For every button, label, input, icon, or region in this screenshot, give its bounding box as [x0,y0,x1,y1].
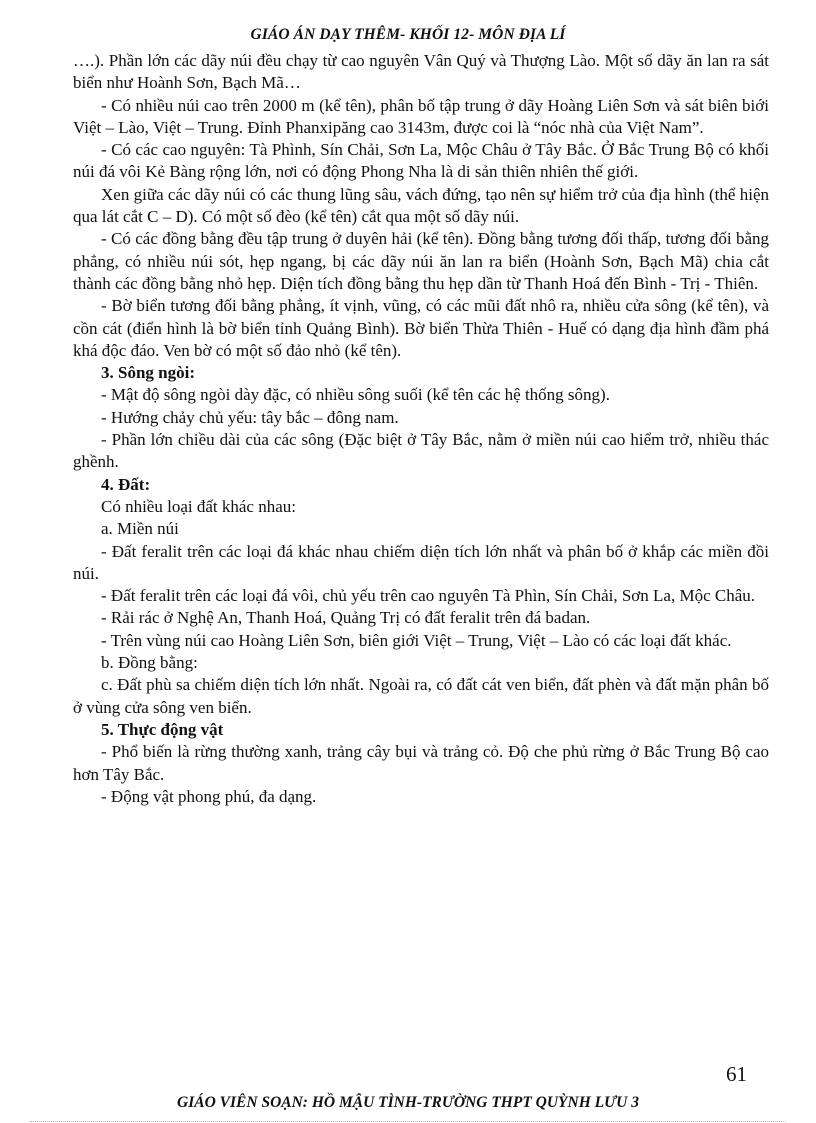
subheading: a. Miền núi [101,519,179,539]
section-heading-rivers: 3. Sông ngòi: [101,363,195,383]
bullet-item: - Mật độ sông ngòi dày đặc, có nhiều sông suối (kể tên các hệ thống sông). [101,385,610,405]
page-number: 61 [726,1062,747,1086]
bullet-item: - Có các cao nguyên: Tà Phình, Sín Chải, Sơn La, Mộc Châu ở Tây Bắc. Ở Bắc Trung Bộ có khối núi đá vôi Kẻ Bàng rộng lớn, nơi có động Phong Nha là di sản thiên nhiên thế giới. [73,140,769,182]
page-footer: GIÁO VIÊN SOẠN: HỒ MẬU TÌNH-TRƯỜNG THPT QUỲNH LƯU 3 [177,1094,639,1111]
bullet-item: - Trên vùng núi cao Hoàng Liên Sơn, biên giới Việt – Trung, Việt – Lào có các loại đất khác. [101,630,732,650]
bullet-item: - Động vật phong phú, đa dạng. [101,786,317,806]
section-heading-flora-fauna: 5. Thực động vật [101,719,224,739]
bullet-item: - Phổ biến là rừng thường xanh, trảng cây bụi và trảng cỏ. Độ che phủ rừng ở Bắc Trung Bộ cao hơn Tây Bắc. [73,742,769,784]
page-header: GIÁO ÁN DẠY THÊM- KHỐI 12- MÔN ĐỊA LÍ [250,26,566,43]
paragraph: Có nhiều loại đất khác nhau: [101,496,296,516]
bullet-item: - Hướng chảy chủ yếu: tây bắc – đông nam. [101,407,399,427]
page-content [73,50,769,808]
bullet-item: - Phần lớn chiều dài của các sông (Đặc biệt ở Tây Bắc, nằm ở miền núi cao hiểm trở, nhiều thác ghềnh. [73,430,769,472]
bullet-item: - Bờ biển tương đối bằng phẳng, ít vịnh, vũng, có các mũi đất nhô ra, nhiều cửa sông (kể tên), và cồn cát (điển hình là bờ biển tỉnh Quảng Bình). Bờ biển Thừa Thiên - Huế có dạng địa hình đầm phá khá độc đáo. Ven bờ có một số đảo nhỏ (kể tên). [73,296,769,360]
bullet-item: - Có nhiều núi cao trên 2000 m (kể tên), phân bố tập trung ở dãy Hoàng Liên Sơn và sát biên biới Việt – Lào, Việt – Trung. Đỉnh Phanxipăng cao 3143m, được coi là “nóc nhà của Việt Nam”. [73,95,769,137]
paragraph: Xen giữa các dãy núi có các thung lũng sâu, vách đứng, tạo nên sự hiểm trở của địa hình (thể hiện qua lát cắt C – D). Có một số đèo (kể tên) cắt qua một số dãy núi. [73,184,769,227]
paragraph: ….). Phần lớn các dãy núi đều chạy từ cao nguyên Vân Quý và Thượng Lào. Một số dãy ăn lan ra sát biển như Hoành Sơn, Bạch Mã… [73,51,769,93]
bullet-item: - Đất feralit trên các loại đá khác nhau chiếm diện tích lớn nhất và phân bố ở khắp các miền đồi núi. [73,541,769,583]
bullet-item: - Đất feralit trên các loại đá vôi, chủ yếu trên cao nguyên Tà Phìn, Sín Chải, Sơn La, Mộc Châu. [101,586,756,606]
paragraph: c. Đất phù sa chiếm diện tích lớn nhất. Ngoài ra, có đất cát ven biển, đất phèn và đất mặn phân bố ở vùng cửa sông ven biển. [73,675,769,717]
bullet-item: - Rải rác ở Nghệ An, Thanh Hoá, Quảng Trị có đất feralit trên đá badan. [101,608,591,628]
subheading: b. Đồng bằng: [101,653,198,673]
bullet-item: - Có các đồng bằng đều tập trung ở duyên hải (kể tên). Đồng bằng tương đối thấp, tương đối bằng phẳng, có nhiều núi sót, hẹp ngang, bị các dãy núi ăn lan ra biển (Hoành Sơn, Bạch Mã) chia cắt thành các đồng bằng nhỏ hẹp. Diện tích đồng bằng thu hẹp dần từ Thanh Hoá đến Bình - Trị - Thiên. [73,229,769,293]
section-heading-soil: 4. Đất: [101,474,151,494]
footer-divider [30,1121,786,1122]
